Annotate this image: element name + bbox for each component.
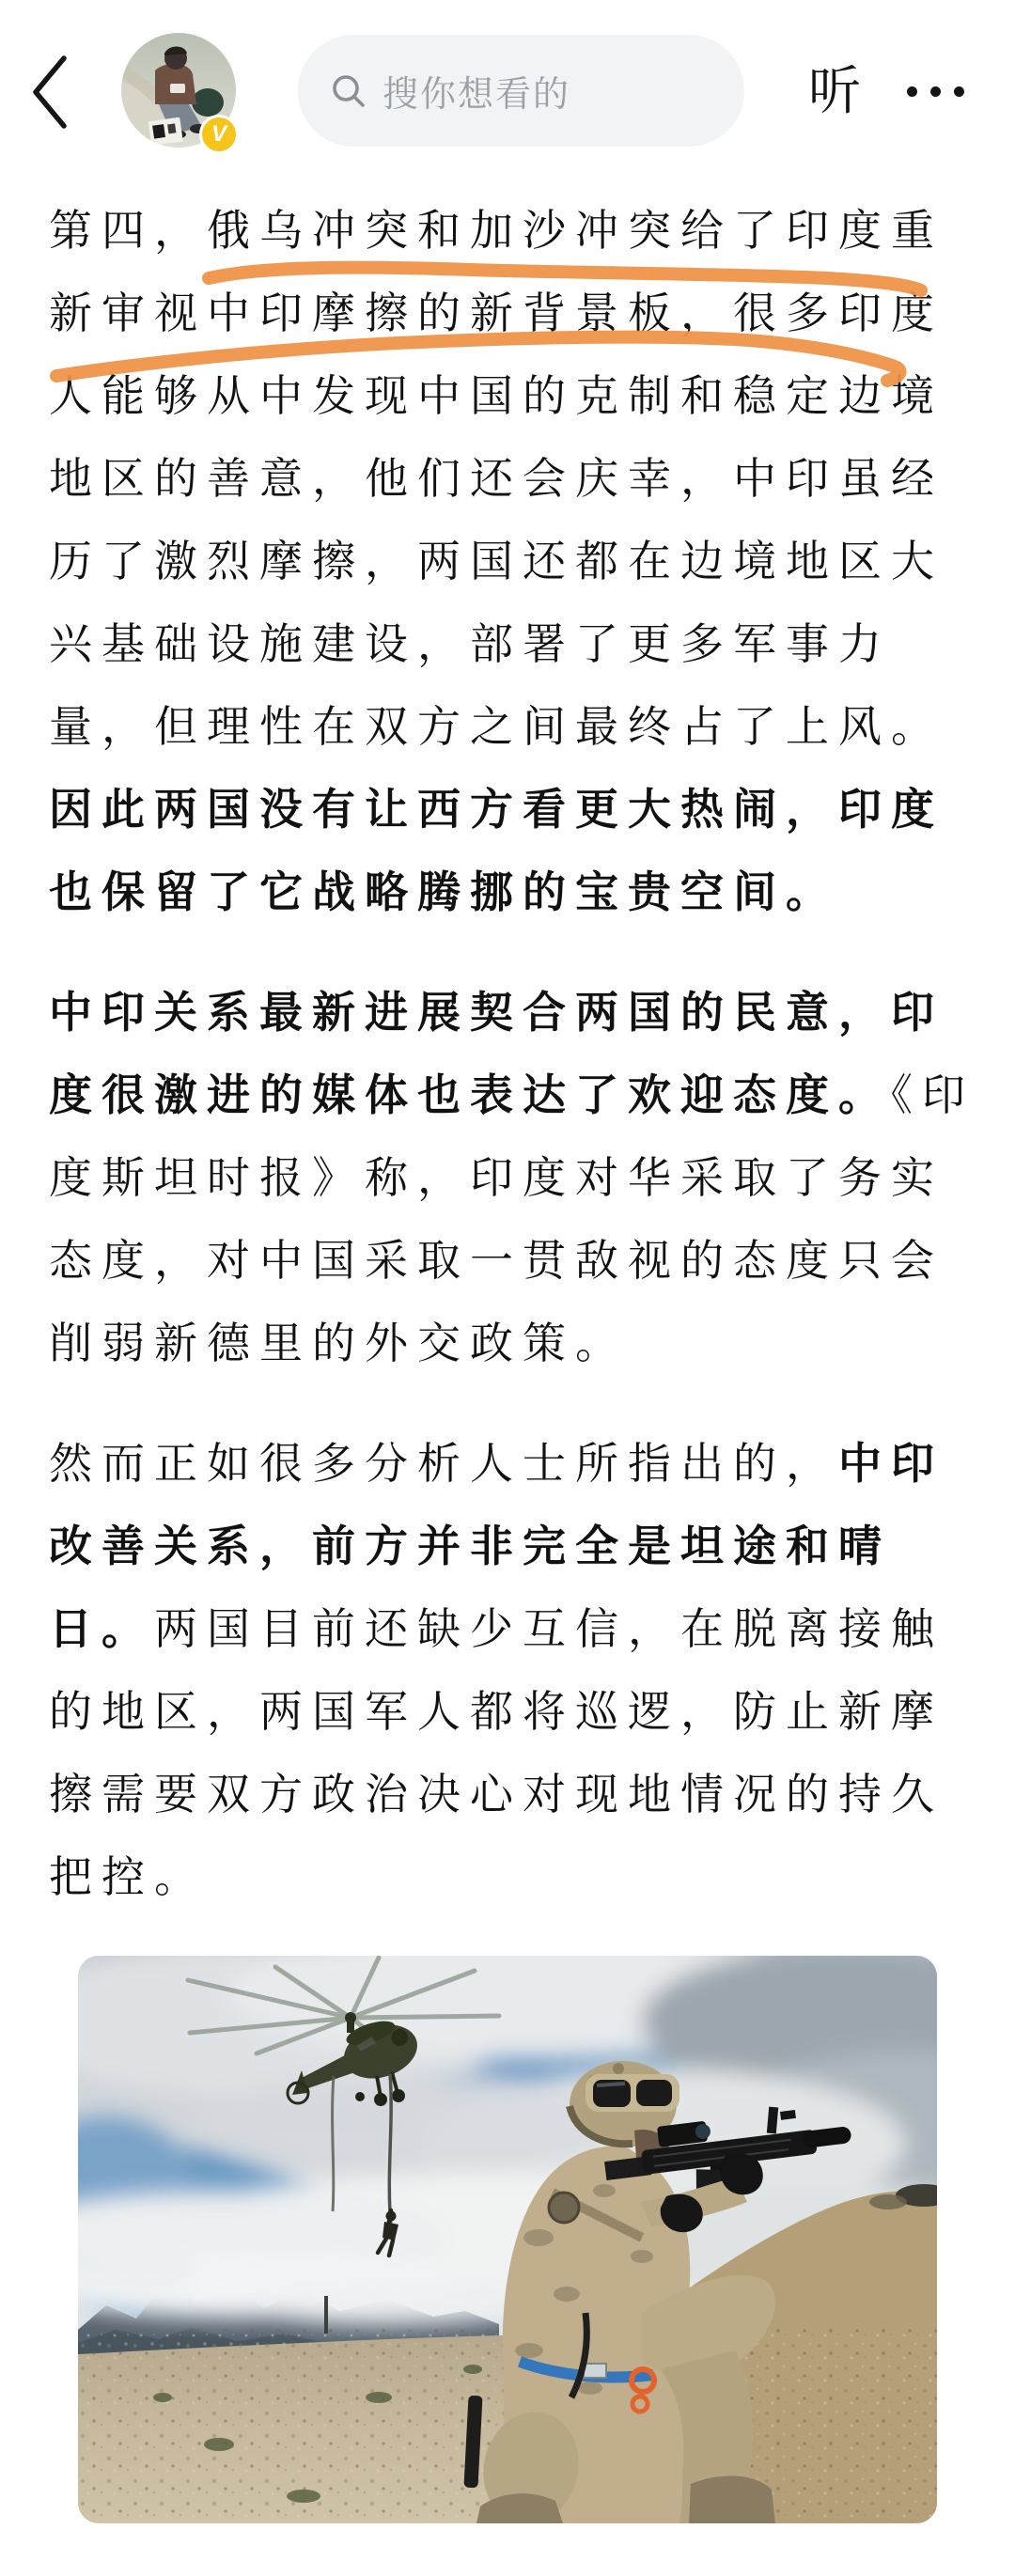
text-line: 日。两国目前还缺少互信，在脱离接触 <box>49 1604 944 1653</box>
text-line: 人能够从中发现中国的克制和稳定边境 <box>49 371 944 420</box>
text-line: 擦需要双方政治决心对现地情况的持久 <box>49 1770 944 1819</box>
text-line: 第四，俄乌冲突和加沙冲突给了印度重 <box>49 206 944 255</box>
distant-pole <box>324 2296 328 2334</box>
fast-rope <box>389 2074 391 2226</box>
more-menu-icon[interactable] <box>895 62 976 120</box>
text-line: 地区的善意，他们还会庆幸，中印虽经 <box>49 454 944 503</box>
back-icon[interactable] <box>26 53 75 132</box>
article-body <box>0 169 1015 2523</box>
listen-button[interactable]: 听 <box>808 61 861 120</box>
text-line: 然而正如很多分析人士所指出的，中印 <box>49 1439 944 1488</box>
text-line: 中印关系最新进展契合两国的民意，印 <box>49 988 944 1037</box>
goggles <box>586 2074 679 2112</box>
fast-rope <box>333 2076 334 2211</box>
text-line: 削弱新德里的外交政策。 <box>49 1319 628 1367</box>
search-bar[interactable] <box>298 35 744 147</box>
article-image[interactable] <box>78 1956 937 2523</box>
text-line: 度很激进的媒体也表达了欢迎态度。《印 <box>49 1070 975 1119</box>
text-line: 也保留了它战略腾挪的宝贵空间。 <box>49 867 838 916</box>
text-line: 因此两国没有让西方看更大热闹，印度 <box>49 785 944 834</box>
text-line: 历了激烈摩擦，两国还都在边境地区大 <box>49 537 944 585</box>
text-line: 的地区，两国军人都将巡逻，防止新摩 <box>49 1687 944 1736</box>
text-line: 改善关系，前方并非完全是坦途和晴 <box>49 1522 891 1570</box>
top-navigation-bar <box>0 0 1015 169</box>
text-line: 兴基础设施建设，部署了更多军事力 <box>49 619 891 668</box>
verified-badge: V <box>199 115 239 154</box>
paragraph <box>49 1422 966 1918</box>
text-line: 态度，对中国采取一贯敌视的态度只会 <box>49 1236 944 1285</box>
text-line: 量，但理性在双方之间最终占了上风。 <box>49 702 944 751</box>
search-placeholder: 搜你想看的 <box>383 75 571 115</box>
text-line: 新审视中印摩擦的新背景板，很多印度 <box>49 289 944 337</box>
text-line: 把控。 <box>49 1852 207 1901</box>
paragraph <box>49 971 975 1384</box>
paragraph <box>49 189 966 933</box>
text-line: 度斯坦时报》称，印度对华采取了务实 <box>49 1153 944 1202</box>
search-icon <box>330 72 367 110</box>
